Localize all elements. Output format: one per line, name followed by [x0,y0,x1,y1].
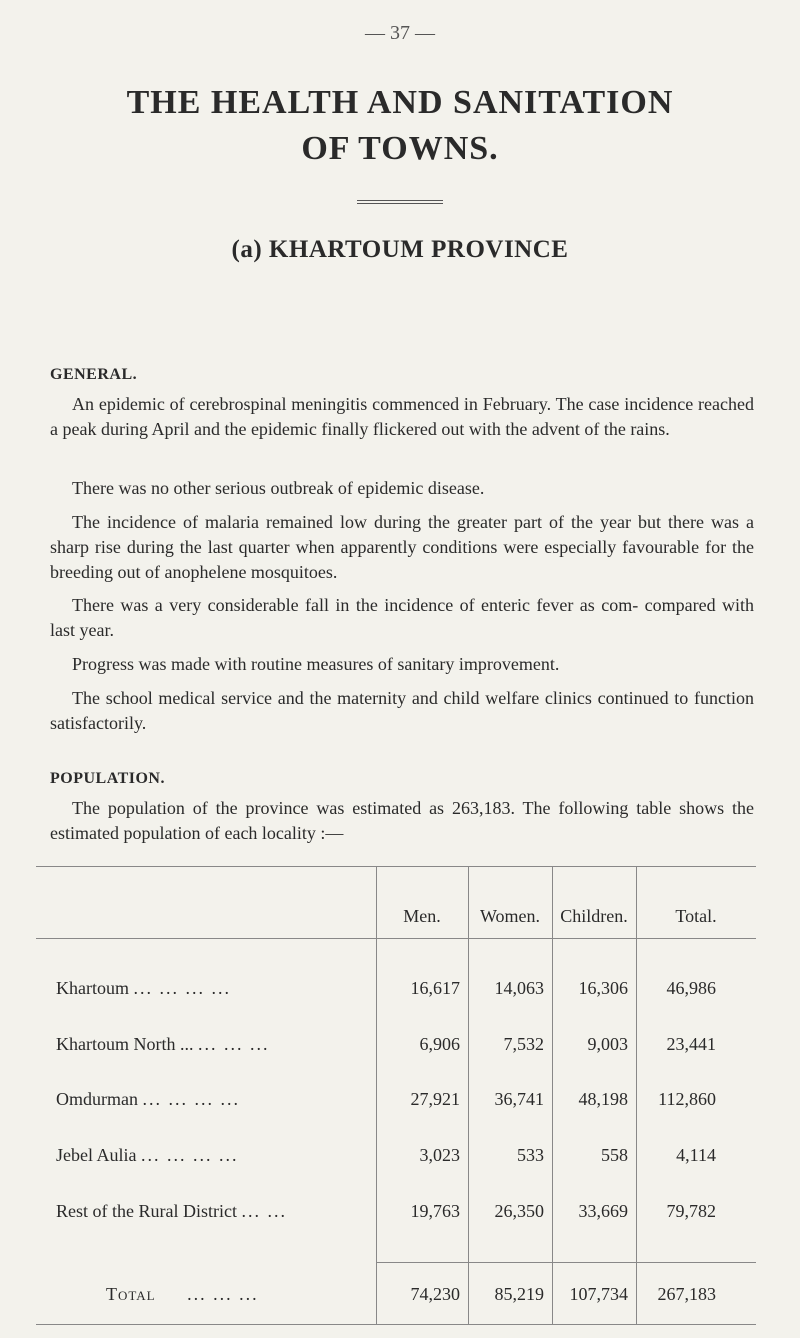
header-women: Women. [479,906,541,926]
table-cell: 558 [601,1145,628,1165]
title-divider [357,200,443,204]
general-paragraph-5: Progress was made with routine measures of sanitary improvement. [72,654,560,674]
table-cell: 33,669 [578,1201,628,1221]
general-paragraph-3: The incidence of malaria remained low during the greater part of the year but there was a sharp rise during the last quarter when apparently conditions were especially favourable for the breeding out of anophelene mosquitoes. [50,512,754,582]
population-table [36,866,756,1336]
table-header-rule [36,938,756,939]
table-cell: 3,023 [419,1145,460,1165]
table-bottom-rule [36,1324,756,1325]
population-paragraph: The population of the province was estimated as 263,183. The following table shows the estimated population of each locality :— [50,798,754,843]
page-title [0,80,800,172]
table-total-cell: 107,734 [569,1284,628,1304]
general-paragraph-4: There was a very considerable fall in the incidence of enteric fever as com- compared with last year. [50,595,754,640]
table-cell: 6,906 [419,1034,460,1054]
table-cell: 4,114 [676,1145,716,1165]
table-cell: 7,532 [503,1034,544,1054]
table-total-rule [376,1262,756,1263]
table-cell: 23,441 [666,1034,716,1054]
table-cell: 16,617 [410,978,460,998]
table-row-label: Rest of the Rural District ... ... [56,1201,287,1221]
table-cell: 48,198 [578,1089,628,1109]
table-row-label: Khartoum North ... ... ... ... [56,1034,270,1054]
table-cell: 46,986 [666,978,716,998]
table-total-cell: 74,230 [410,1284,460,1304]
table-cell: 14,063 [494,978,544,998]
table-cell: 27,921 [410,1089,460,1109]
header-children: Children. [560,906,628,926]
title-line-1: THE HEALTH AND SANITATION [126,84,674,121]
table-cell: 9,003 [587,1034,628,1054]
population-heading: POPULATION. [50,770,165,787]
page-number: — 37 — [365,22,435,44]
title-line-2: OF TOWNS. [301,130,499,167]
general-paragraph-2: There was no other serious outbreak of epidemic disease. [72,478,485,498]
general-heading: GENERAL. [50,366,138,383]
general-paragraph-6: The school medical service and the maternity and child welfare clinics continued to function satisfactorily. [50,688,754,733]
table-cell: 16,306 [578,978,628,998]
general-paragraph-1: An epidemic of cerebrospinal meningitis commenced in February. The case incidence reached a peak during April and the epidemic finally flickered out with the advent of the rains. [50,394,754,439]
header-total: Total. [675,906,717,926]
table-total-cell: 85,219 [494,1284,544,1304]
table-cell: 36,741 [494,1089,544,1109]
table-cell: 533 [517,1145,544,1165]
table-row-label: Omdurman ... ... ... ... [56,1089,240,1109]
table-total-cell: 267,183 [657,1284,716,1304]
table-row-label: Khartoum ... ... ... ... [56,978,231,998]
header-men: Men. [403,906,441,926]
table-top-rule [36,866,756,867]
section-heading: (a) KHARTOUM PROVINCE [231,236,569,263]
table-cell: 112,860 [658,1089,716,1109]
table-total-label: Total ... ... ... [106,1284,259,1304]
table-cell: 79,782 [666,1201,716,1221]
table-cell: 19,763 [410,1201,460,1221]
table-row-label: Jebel Aulia ... ... ... ... [56,1145,239,1165]
table-cell: 26,350 [494,1201,544,1221]
